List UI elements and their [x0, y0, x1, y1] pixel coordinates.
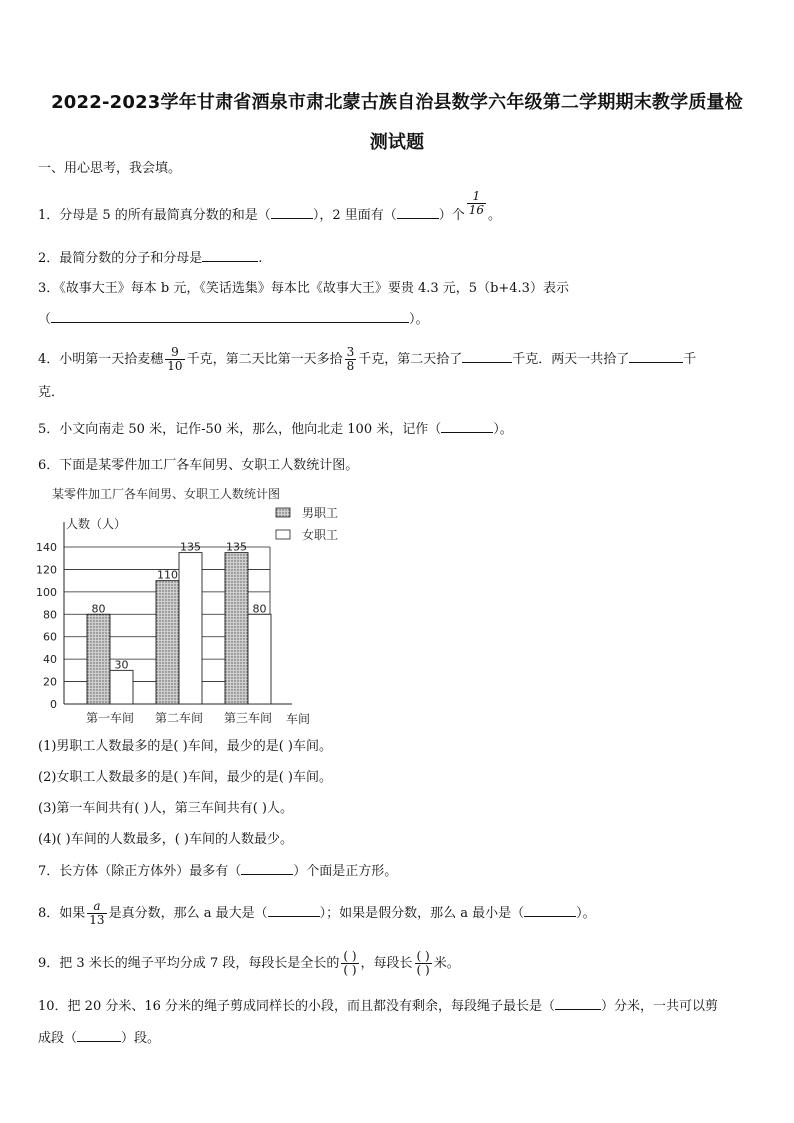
exam-title-line1: 2022-2023学年甘肃省酒泉市肃北蒙古族自治县数学六年级第二学期期末教学质量检 — [51, 92, 743, 113]
legend-swatch — [276, 530, 290, 539]
bar — [179, 553, 202, 704]
bar-value-label: 135 — [226, 540, 247, 554]
answer-blank[interactable] — [462, 350, 512, 363]
answer-blank[interactable] — [629, 350, 683, 363]
answer-blank[interactable] — [268, 904, 320, 917]
question-4: 4．小明第一天拾麦穗 $\frac{9}{10}$ 千克，第二天比第一天多拾 $\frac{3}{8}$ 千克，第二天拾了 千克．两天一共拾了 千 — [38, 345, 697, 373]
answer-blank[interactable] — [441, 420, 493, 433]
question-4-wrap: 克． — [38, 385, 65, 400]
x-tick-label: 第一车间 — [85, 711, 135, 725]
answer-blank[interactable] — [524, 904, 576, 917]
question-7: 7．长方体（除正方体外）最多有（ ）个面是正方形。 — [38, 864, 398, 879]
chart-title: 某零件加工厂各车间男、女职工人数统计图 — [52, 487, 281, 501]
fraction: $\frac{9}{10}$ — [167, 345, 183, 373]
y-tick-label: 140 — [36, 541, 57, 554]
bar-value-label: 80 — [252, 602, 267, 616]
bar-value-label: 135 — [180, 540, 201, 554]
bar-chart — [30, 482, 370, 732]
x-tick-label: 第二车间 — [154, 711, 204, 725]
question-3: 3．《故事大王》每本 b 元，《笑话选集》每本比《故事大王》要贵 4.3 元，5（b+4.3）表示 — [38, 281, 569, 296]
exam-title-line2: 测试题 — [369, 132, 425, 153]
legend-label: 女职工 — [302, 528, 339, 542]
question-6-sub-1: (1)男职工人数最多的是( )车间，最少的是( )车间。 — [38, 739, 332, 754]
answer-blank[interactable] — [77, 1029, 121, 1042]
fraction: $\frac{a}{13}$ — [89, 899, 105, 927]
question-8: 8．如果 $\frac{a}{13}$ 是真分数，那么 a 最大是（ ）；如果是假分数，那么 a 最小是（ ）。 — [38, 899, 596, 927]
y-axis-label: 人数（人） — [66, 517, 127, 531]
y-tick-label: 120 — [36, 563, 57, 577]
question-1: 1．分母是 5 的所有最简真分数的和是（ ），2 里面有（ ）个 $\frac{1}{16}$ 。 — [38, 189, 502, 223]
bar-value-label: 80 — [91, 602, 106, 616]
y-tick-label: 20 — [43, 675, 57, 689]
chart-bars — [87, 553, 271, 704]
question-5: 5．小文向南走 50 米，记作-50 米，那么，他向北走 100 米，记作（ ）。 — [38, 422, 513, 437]
question-2: 2．最简分数的分子和分母是 . — [38, 251, 263, 266]
bar-value-label: 30 — [114, 658, 129, 672]
question-6: 6．下面是某零件加工厂各车间男、女职工人数统计图。 — [38, 458, 359, 473]
answer-blank[interactable] — [555, 997, 601, 1010]
y-tick-label: 60 — [43, 630, 57, 644]
question-10-wrap: 成段（ ）段。 — [38, 1031, 161, 1046]
legend-swatch — [276, 508, 290, 517]
answer-blank[interactable] — [51, 310, 409, 323]
bar — [87, 614, 110, 704]
x-axis-label: 车间 — [286, 712, 311, 726]
bar-value-label: 110 — [157, 568, 178, 582]
bar — [225, 553, 248, 704]
fraction-blank[interactable]: $\frac{( )}{( )}$ — [343, 949, 357, 977]
question-3-answer: （ ）。 — [38, 312, 429, 327]
question-6-sub-3: (3)第一车间共有( )人，第三车间共有( )人。 — [38, 801, 293, 816]
question-6-sub-2: (2)女职工人数最多的是( )车间，最少的是( )车间。 — [38, 770, 332, 785]
fraction-blank[interactable]: $\frac{( )}{( )}$ — [416, 949, 430, 977]
y-tick-label: 100 — [36, 585, 57, 599]
question-6-sub-4: (4)( )车间的人数最多，( )车间的人数最少。 — [38, 832, 293, 847]
bar — [156, 581, 179, 704]
bar — [248, 614, 271, 704]
y-tick-label: 80 — [43, 608, 57, 622]
answer-blank[interactable] — [202, 249, 258, 262]
bar — [110, 670, 133, 704]
y-tick-label: 40 — [43, 653, 57, 667]
question-9: 9．把 3 米长的绳子平均分成 7 段，每段长是全长的 $\frac{( )}{( )}$ ，每段长 $\frac{( )}{( )}$ 米。 — [38, 949, 460, 977]
section-heading: 一、用心思考，我会填。 — [38, 161, 182, 176]
answer-blank[interactable] — [397, 206, 439, 219]
answer-blank[interactable] — [271, 206, 313, 219]
y-tick-label: 0 — [50, 698, 57, 711]
legend-label: 男职工 — [302, 506, 339, 520]
fraction: $\frac{3}{8}$ — [346, 345, 355, 373]
answer-blank[interactable] — [241, 862, 293, 875]
x-tick-label: 第三车间 — [223, 711, 273, 725]
fraction: $\frac{1}{16}$ — [468, 189, 485, 217]
question-10: 10．把 20 分米、16 分米的绳子剪成同样长的小段，而且都没有剩余，每段绳子最长是（ ）分米，一共可以剪 — [38, 999, 719, 1014]
